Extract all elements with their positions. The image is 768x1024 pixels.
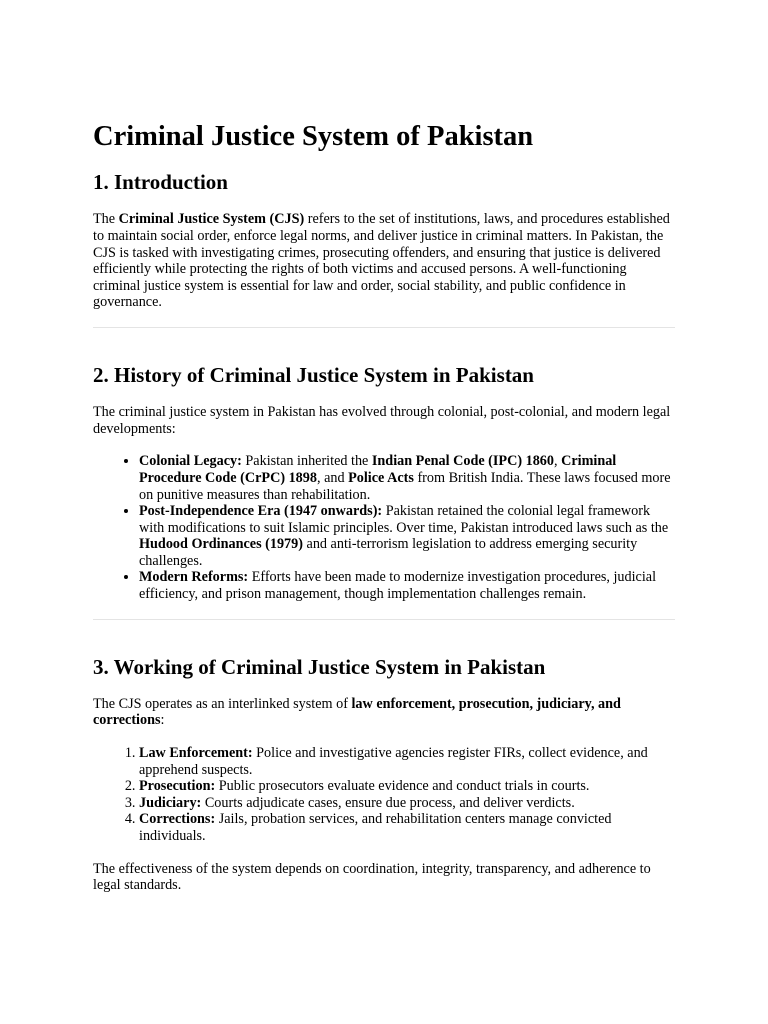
history-bullet-list bbox=[93, 453, 675, 602]
text-run: and anti-terrorism legislation to address emerging security challenges. bbox=[139, 536, 638, 569]
list-item bbox=[139, 795, 675, 812]
list-item bbox=[139, 745, 675, 778]
text-run: , and bbox=[316, 469, 349, 486]
list-item bbox=[139, 811, 675, 844]
section-introduction bbox=[93, 170, 675, 311]
bold-term: Indian Penal Code (IPC) 1860 bbox=[371, 453, 554, 470]
text-run: Pakistan retained the colonial legal framework with modifications to suit Islamic principles. Over time, Pakistan introduced laws such as the bbox=[139, 503, 669, 536]
working-intro-paragraph bbox=[93, 696, 675, 729]
text-run: : bbox=[160, 712, 165, 729]
section-heading-history: 2. History of Criminal Justice System in Pakistan bbox=[93, 362, 534, 387]
text-run: from British India. These laws focused more on punitive measures than rehabilitation. bbox=[139, 469, 671, 503]
text-run: Courts adjudicate cases, ensure due process, and deliver verdicts. bbox=[201, 794, 575, 811]
document-title: Criminal Justice System of Pakistan bbox=[93, 121, 534, 152]
text-run: Jails, probation services, and rehabilitation centers manage convicted individuals. bbox=[139, 811, 612, 844]
history-intro-paragraph: The criminal justice system in Pakistan has evolved through colonial, post-colonial, and modern legal developments: bbox=[93, 404, 671, 437]
list-item-label: Post-Independence Era (1947 onwards): bbox=[139, 503, 383, 520]
section-working bbox=[93, 655, 675, 894]
working-numbered-list bbox=[93, 745, 675, 845]
bold-term: law enforcement, prosecution, judiciary, and corrections bbox=[93, 695, 621, 729]
text-run: The bbox=[93, 211, 119, 228]
bold-term-cjs: Criminal Justice System (CJS) bbox=[118, 211, 305, 228]
list-item-label: Corrections: bbox=[139, 811, 216, 828]
bold-term: Hudood Ordinances (1979) bbox=[139, 536, 303, 553]
list-item bbox=[139, 503, 675, 569]
section-heading-working: 3. Working of Criminal Justice System in Pakistan bbox=[93, 654, 546, 679]
bold-term: Criminal Procedure Code (CrPC) 1898 bbox=[139, 453, 617, 486]
introduction-paragraph bbox=[93, 211, 675, 311]
list-item bbox=[139, 569, 675, 602]
text-run: Pakistan inherited the bbox=[241, 453, 372, 470]
list-item-label: Judiciary: bbox=[139, 794, 202, 811]
text-run: , bbox=[553, 453, 562, 470]
list-item-label: Law Enforcement: bbox=[139, 745, 253, 762]
text-run: refers to the set of institutions, laws, and procedures established to maintain social order, enforce legal norms, and deliver justice in criminal matters. In Pakistan, the CJS is tasked with investigating crimes, prosecuting offenders, and ensuring that justice is delivered efficiently while protecting the rights of both victims and accused persons. A well-functioning criminal justice system is essential for law and order, social stability, and public confidence in governance. bbox=[93, 211, 670, 311]
text-run: Efforts have been made to modernize investigation procedures, judicial efficiency, and prison management, though implementation challenges remain. bbox=[139, 569, 657, 603]
section-divider bbox=[93, 327, 675, 328]
section-heading-introduction: 1. Introduction bbox=[93, 170, 228, 195]
list-item bbox=[139, 453, 675, 503]
text-run: Police and investigative agencies register FIRs, collect evidence, and apprehend suspects. bbox=[139, 745, 648, 778]
list-item-label: Colonial Legacy: bbox=[139, 453, 242, 470]
working-closing-paragraph: The effectiveness of the system depends on coordination, integrity, transparency, and adherence to legal standards. bbox=[93, 860, 651, 894]
list-item bbox=[139, 778, 675, 795]
list-item-label: Prosecution: bbox=[139, 778, 216, 795]
section-divider bbox=[93, 619, 675, 620]
section-history bbox=[93, 363, 675, 603]
list-item-label: Modern Reforms: bbox=[139, 569, 249, 586]
text-run: Public prosecutors evaluate evidence and conduct trials in courts. bbox=[215, 778, 590, 795]
text-run: The CJS operates as an interlinked system of bbox=[93, 695, 352, 712]
bold-term: Police Acts bbox=[348, 469, 414, 486]
